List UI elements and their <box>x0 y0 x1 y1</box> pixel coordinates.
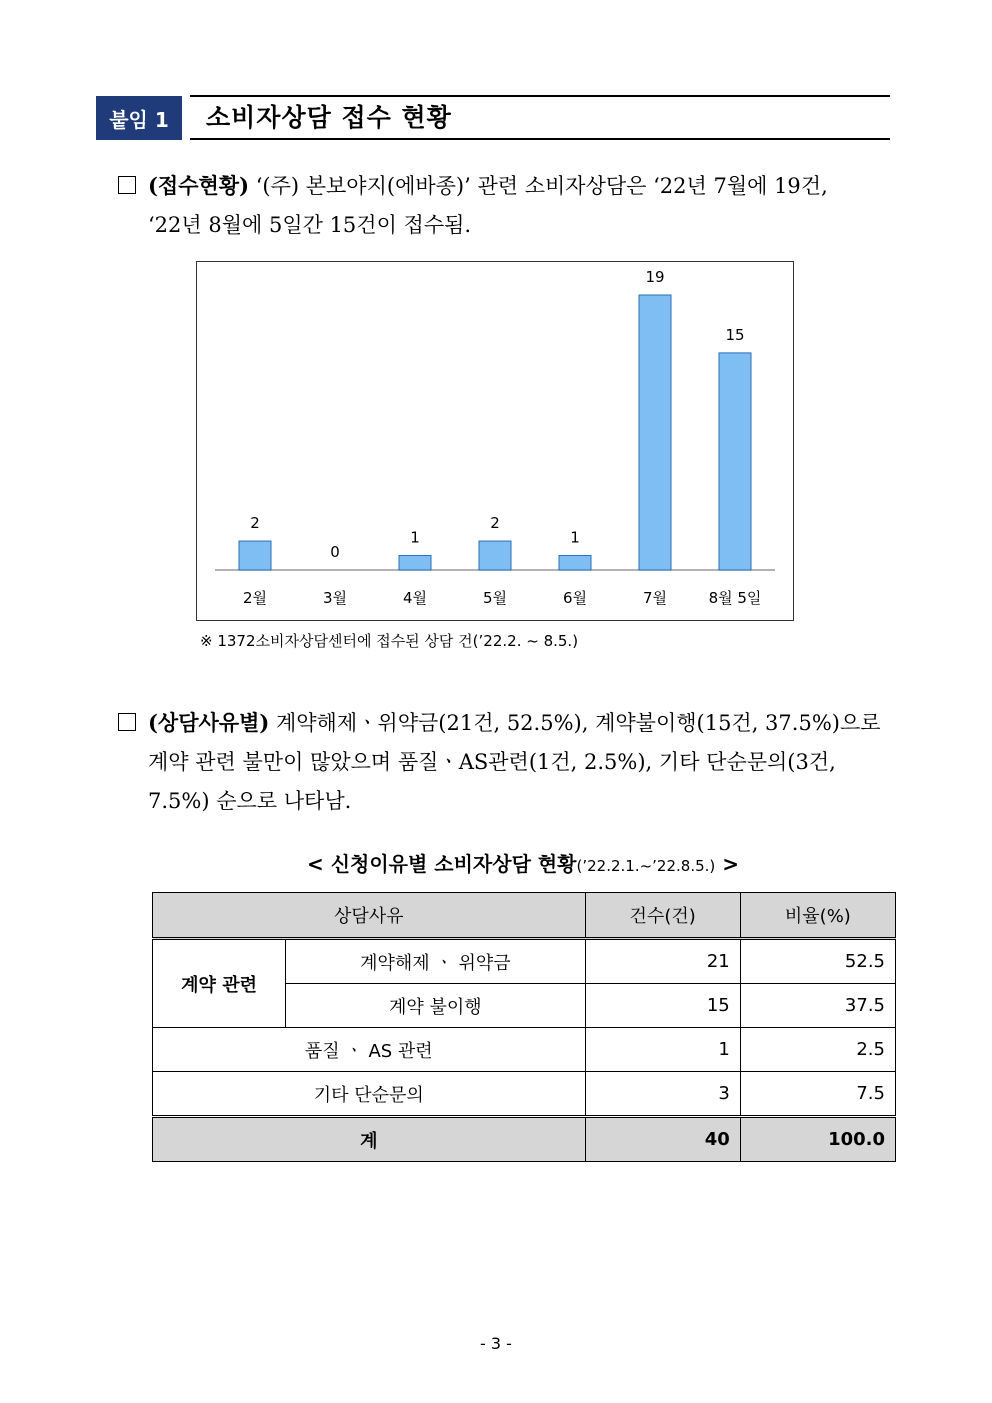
receipt-status-text-2: ‘22년 8월에 5일간 15건이 접수됨. <box>148 213 472 237</box>
row-ratio: 7.5 <box>740 1072 895 1117</box>
bar-4 <box>559 556 591 570</box>
bar-6 <box>719 353 751 570</box>
table-row <box>153 939 896 984</box>
group-contract-label: 계약 관련 <box>153 939 286 1028</box>
reason-text-2: 계약 관련 불만이 많았으며 품질ㆍAS관련(1건, 2.5%), 기타 단순문의(3건, <box>148 750 836 774</box>
row-reason: 계약해제 ㆍ 위약금 <box>286 939 585 984</box>
reason-paragraph <box>116 703 898 821</box>
section-title: 소비자상담 접수 현황 <box>206 103 452 132</box>
data-label-4: 1 <box>570 528 580 547</box>
table-row <box>153 1072 896 1117</box>
chart-source-note: ※ 1372소비자상담센터에 접수된 상담 건(’22.2. ~ 8.5.) <box>200 632 579 650</box>
reason-table <box>152 892 896 1162</box>
table-caption <box>150 848 896 877</box>
attachment-badge: 붙임 1 <box>96 96 182 140</box>
total-count: 40 <box>585 1117 740 1162</box>
chart-svg <box>197 262 793 620</box>
x-tick-label-1: 3월 <box>322 589 348 607</box>
data-label-3: 2 <box>490 514 500 533</box>
x-tick-label-5: 7월 <box>642 589 668 607</box>
x-tick-label-3: 5월 <box>482 589 508 607</box>
row-count: 1 <box>585 1028 740 1072</box>
reason-text-3: 7.5%) 순으로 나타남. <box>148 789 352 813</box>
row-count: 15 <box>585 984 740 1028</box>
receipt-status-text-1: ‘(주) 본보야지(에바종)’ 관련 소비자상담은 ‘22년 7월에 19건, <box>249 174 828 198</box>
page-number: - 3 - <box>480 1334 512 1353</box>
row-ratio: 37.5 <box>740 984 895 1028</box>
total-ratio: 100.0 <box>740 1117 895 1162</box>
header-rule-top <box>190 95 890 97</box>
header-rule-bottom <box>190 138 890 140</box>
header-ratio: 비율(%) <box>740 893 895 939</box>
data-label-5: 19 <box>645 268 665 286</box>
row-reason: 기타 단순문의 <box>153 1072 586 1117</box>
x-tick-label-4: 6월 <box>562 589 588 607</box>
reason-lead: (상담사유별) <box>148 710 270 735</box>
data-label-0: 2 <box>250 514 260 533</box>
row-ratio: 52.5 <box>740 939 895 984</box>
row-reason: 계약 불이행 <box>286 984 585 1028</box>
row-count: 3 <box>585 1072 740 1117</box>
header-count: 건수(건) <box>585 893 740 939</box>
x-tick-label-0: 2월 <box>242 589 268 607</box>
checkbox-bullet-icon <box>118 176 136 194</box>
data-label-1: 0 <box>330 543 340 561</box>
row-count: 21 <box>585 939 740 984</box>
bar-3 <box>479 541 511 570</box>
header-reason: 상담사유 <box>153 893 586 939</box>
total-label: 계 <box>153 1117 586 1162</box>
bar-0 <box>239 541 271 570</box>
data-label-2: 1 <box>410 528 420 547</box>
bar-5 <box>639 295 671 570</box>
table-total-row <box>153 1117 896 1162</box>
data-label-6: 15 <box>725 325 745 344</box>
table-header-row <box>153 893 896 939</box>
table-row <box>153 1028 896 1072</box>
x-tick-label-6: 8월 5일 <box>708 589 762 607</box>
receipt-status-lead: (접수현황) <box>148 173 250 198</box>
checkbox-bullet-icon <box>118 713 136 731</box>
row-reason: 품질 ㆍ AS 관련 <box>153 1028 586 1072</box>
table-caption-end: > <box>715 852 739 876</box>
row-ratio: 2.5 <box>740 1028 895 1072</box>
table-caption-period: (’22.2.1.~’22.8.5.) <box>576 857 716 875</box>
x-tick-label-2: 4월 <box>402 589 428 607</box>
table-caption-main: < 신청이유별 소비자상담 현황 <box>307 852 577 876</box>
reason-text-1: 계약해제ㆍ위약금(21건, 52.5%), 계약불이행(15건, 37.5%)으로 <box>269 711 881 735</box>
receipt-status-paragraph <box>116 166 898 245</box>
bar-2 <box>399 556 431 570</box>
monthly-consultation-chart <box>196 261 794 621</box>
